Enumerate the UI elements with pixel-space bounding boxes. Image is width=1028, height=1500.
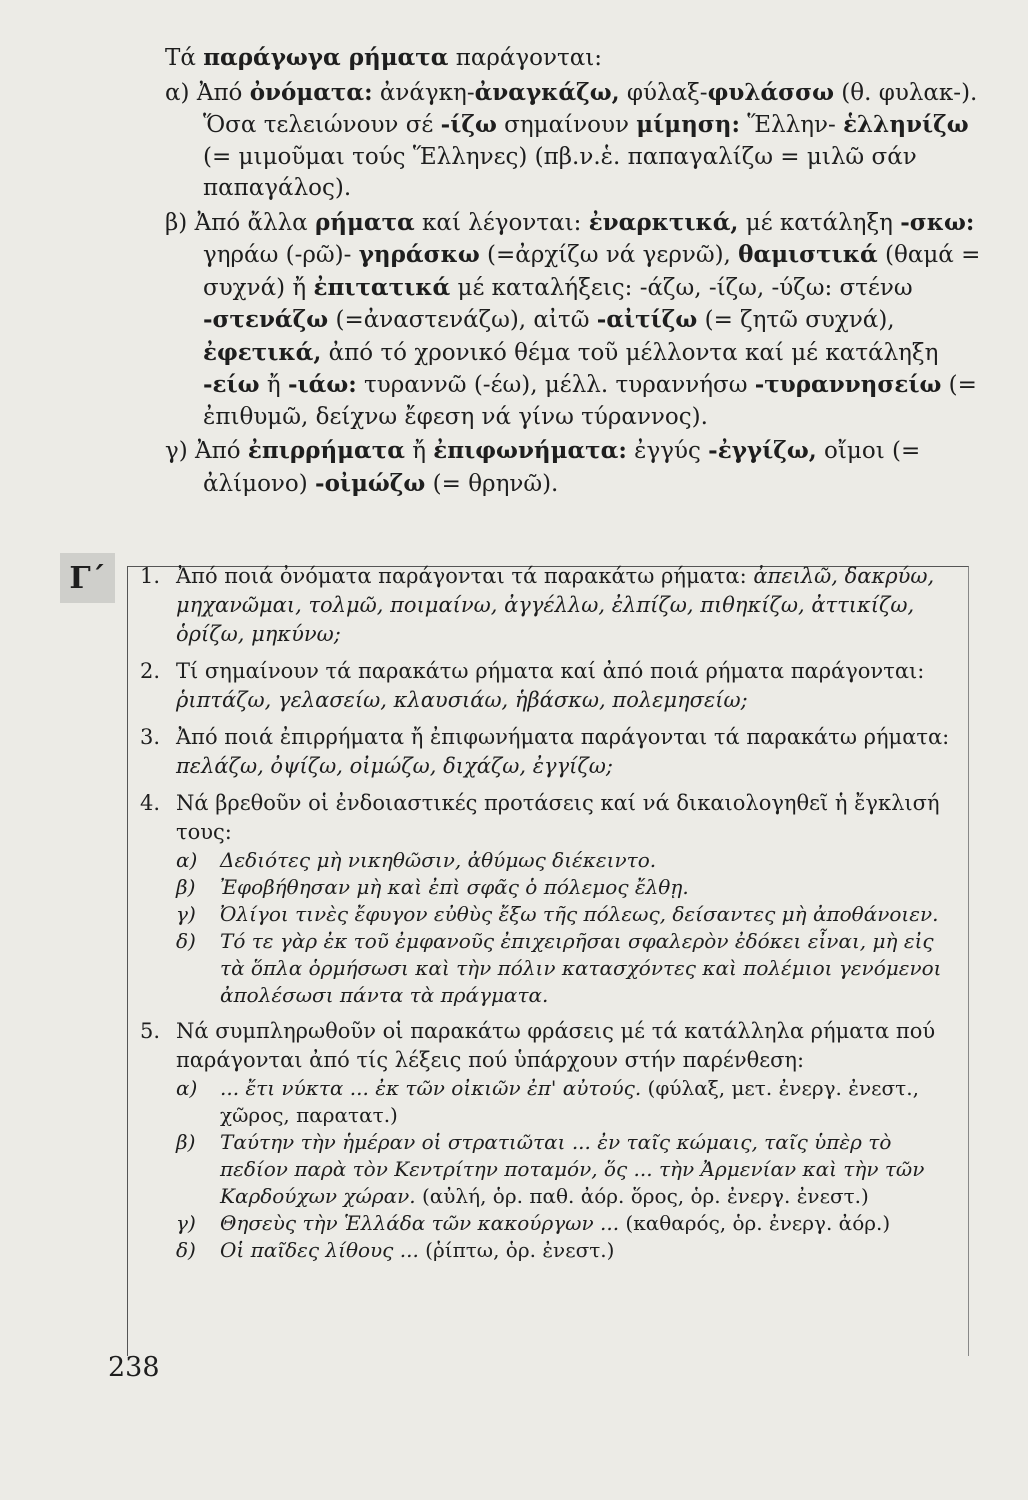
text: ἐγγύς [626,438,709,464]
text: μέ κατάληξη [738,209,901,236]
item-label: β) [165,209,195,236]
bold-term: -τυραννησείω [754,371,942,398]
text: Ἕλλην- [739,112,844,138]
bold-term: ὀνόματα: [249,78,373,106]
exercise-5 [140,1017,960,1264]
text: οἴμοι (= ἀλίμονο) [203,438,921,497]
exercise-words: ῥιπτάζω, γελασείω, κλαυσιάω, ἡβάσκω, πολεμησείω; [176,688,748,712]
exercise-4-item-c [176,901,960,928]
bold-term: ἐναρκτικά, [588,208,739,236]
item-sentence: ... ἔτι νύκτα ... ἐκ τῶν οἰκιῶν ἐπ' αὐτούς. [220,1076,642,1100]
item-label: α) [165,79,197,106]
text: σημαίνουν [496,112,637,138]
bold-term: -ιάω: [287,371,357,398]
exercise-number: 1. [140,564,161,588]
text: ἀπό τό χρονικό θέμα τοῦ μέλλοντα καί μέ κατάληξη [321,339,939,366]
bold-term: μίμηση: [636,111,740,138]
item-letter: α) [176,1076,198,1100]
text: (θαμά = συχνά) ἤ [203,242,981,301]
text: Τά [165,45,204,71]
bold-term: ἀναγκάζω, [474,78,620,106]
exercise-4-item-b [176,874,960,901]
item-sentence: Ὀλίγοι τινὲς ἔφυγον εὐθὺς ἔξω τῆς πόλεως, δείσαντες μὴ ἀποθάνοιεν. [220,902,939,926]
exercise-text: Ἀπό ποιά ἐπιρρήματα ἤ ἐπιφωνήματα παράγονται τά παρακάτω ρήματα: [176,725,950,749]
text: τυραννῶ (-έω), μέλλ. τυραννήσω [356,372,755,398]
exercise-number: 2. [140,659,161,683]
exercise-words: πελάζω, ὀψίζω, οἰμώζω, διχάζω, ἐγγίζω; [176,754,613,778]
exercise-text: Ἀπό ποιά ὀνόματα παράγονται τά παρακάτω ρήματα: [176,564,754,588]
item-sentence: Θησεὺς τὴν Ἑλλάδα τῶν κακούργων ... [220,1211,620,1235]
bold-term: θαμιστικά [738,241,878,268]
bold-term: -ἐγγίζω, [708,437,817,464]
text: (= θρηνῶ). [425,470,559,497]
text: (= ἐπιθυμῶ, δείχνω ἔφεση νά γίνω τύραννος). [203,372,977,430]
bold-term: ἐπιφωνήματα: [433,437,627,464]
item-letter: α) [176,848,198,872]
exercise-4-item-a [176,847,960,874]
item-hint: (ῥίπτω, ὁρ. ἐνεστ.) [418,1238,615,1262]
item-letter: β) [176,1130,196,1154]
bold-term: παράγωγα ρήματα [203,44,449,71]
item-sentence: Δεδιότες μὴ νικηθῶσιν, ἀθύμως διέκειντο. [220,848,657,872]
exercise-2 [140,657,960,715]
text: ἀνάγκη- [372,79,475,106]
text: καί λέγονται: [414,209,589,236]
item-hint: (φύλαξ, μετ. ἐνεργ. ἐνεστ., χῶρος, παρατατ.) [220,1076,919,1127]
text: φύλαξ- [619,79,708,106]
exercise-4 [140,789,960,1009]
item-letter: γ) [176,1211,196,1235]
exercise-4-item-d [176,928,960,1009]
text: γηράω (-ρῶ)- [203,242,359,268]
exercise-words: ἀπειλῶ, δακρύω, μηχανῶμαι, τολμῶ, ποιμαίνω, ἀγγέλλω, ἐλπίζω, πιθηκίζω, ἀττικίζω, ὁρίζω, μηκύνω; [176,564,935,646]
item-letter: δ) [176,929,196,953]
section-marker: Γ΄ [60,553,115,603]
exercise-number: 5. [140,1019,161,1043]
item-letter: δ) [176,1238,196,1262]
text: Ἀπό ἄλλα [194,209,316,236]
exercise-5-item-c [176,1210,960,1237]
text: (=ἀναστενάζω), αἰτῶ [328,307,597,333]
bold-term: ἐφετικά, [203,338,322,366]
exercise-number: 4. [140,791,161,815]
bold-term: -είω [203,371,260,398]
text: Ἀπό [195,438,248,464]
bold-term: -αἰτίζω [596,306,698,333]
text: (=ἀρχίζω νά γερνῶ), [479,242,739,268]
bold-term: ἐπιρρήματα [247,437,405,464]
bold-term: -σκω: [900,208,975,236]
item-sentence: Τό τε γὰρ ἐκ τοῦ ἐμφανοῦς ἐπιχειρῆσαι σφαλερὸν ἐδόκει εἶναι, μὴ εἰς τὰ ὅπλα ὁρμήσωσι καὶ τὴν πόλιν κατασχόντες καὶ πολέμιοι γενόμενοι ἀπολέσωσι πάντα τὰ πράγματα. [220,929,942,1007]
text: (= ζητῶ συχνά), [697,307,895,333]
page-number: 238 [108,1352,160,1383]
item-sentence: Ἐφοβήθησαν μὴ καὶ ἐπὶ σφᾶς ὁ πόλεμος ἔλθῃ. [220,875,689,899]
bold-term: γηράσκω [358,241,480,268]
text: Ἀπό [196,79,250,106]
exercise-text: Νά βρεθοῦν οἱ ἐνδοιαστικές προτάσεις καί νά δικαιολογηθεῖ ἡ ἔγκλισή τους: [176,791,940,844]
bold-term: ἐπιτατικά [313,273,451,301]
exercise-text: Τί σημαίνουν τά παρακάτω ρήματα καί ἀπό ποιά ρήματα παράγονται: [176,659,925,683]
exercise-5-item-d [176,1237,960,1264]
item-label: γ) [165,438,196,464]
theory-intro [165,42,985,75]
theory-item-c [165,435,985,500]
bold-term: ἑλληνίζω [843,111,969,138]
bold-term: -οἰμώζω [315,469,426,497]
exercise-text: Νά συμπληρωθοῦν οἱ παρακάτω φράσεις μέ τά κατάλληλα ρήματα πού παράγονται ἀπό τίς λέξεις πού ὑπάρχουν στήν παρένθεση: [176,1019,936,1072]
theory-section [165,42,985,500]
text: ἤ [259,372,288,398]
item-letter: γ) [176,902,196,926]
item-sentence: Οἱ παῖδες λίθους ... [220,1238,419,1262]
item-sentence: Ταύτην τὴν ἡμέραν οἱ στρατιῶται ... ἐν ταῖς κώμαις, ταῖς ὑπὲρ τὸ πεδίον παρὰ τὸν Κεντρίτην ποταμόν, ὅς ... τὴν Ἀρμενίαν καὶ τὴν τῶν Καρδούχων χώραν. [220,1130,925,1208]
bold-term: ρήματα [315,208,415,236]
item-hint: (αὐλή, ὁρ. παθ. ἀόρ. ὅρος, ὁρ. ἐνεργ. ἐνεστ.) [415,1184,869,1208]
exercise-5-item-b [176,1129,960,1210]
text: ἤ [404,438,434,464]
theory-item-a [165,77,985,205]
theory-item-b [165,207,985,434]
text: (= μιμοῦμαι τούς Ἕλληνες) (πβ.ν.ἑ. παπαγαλίζω = μιλῶ σάν παπαγάλος). [203,143,917,201]
bold-term: -στενάζω [203,306,329,333]
bold-term: φυλάσσω [707,78,834,106]
text: μέ καταλήξεις: -άζω, -ίζω, -ύζω: στένω [450,274,913,301]
text: παράγονται: [448,45,603,71]
exercise-3 [140,723,960,781]
exercise-5-item-a [176,1075,960,1129]
exercise-number: 3. [140,725,161,749]
exercise-list [140,562,960,1272]
item-hint: (καθαρός, ὁρ. ἐνεργ. ἀόρ.) [619,1211,891,1235]
text: (θ. φυλακ-). Ὅσα τελειώνουν σέ [203,79,978,138]
exercise-1 [140,562,960,649]
bold-term: -ίζω [440,111,497,138]
item-letter: β) [176,875,196,899]
